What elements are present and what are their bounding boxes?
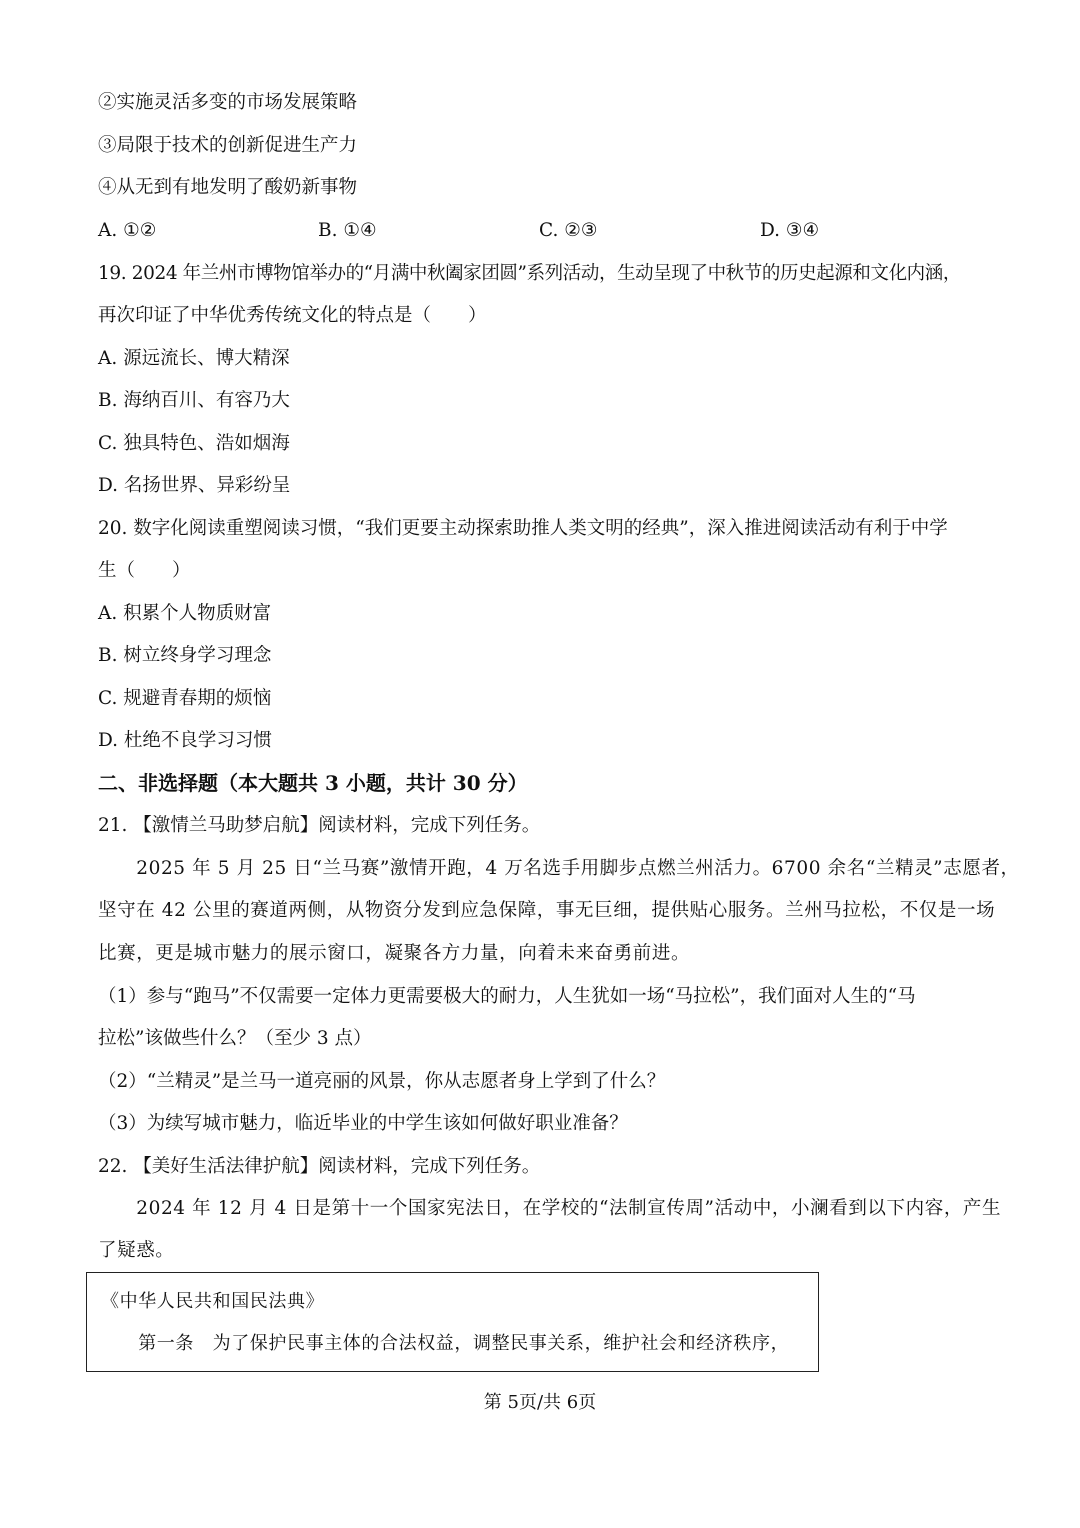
q18-option-d: D. ③④ bbox=[760, 220, 820, 241]
q22-title: 22. 【美好生活法律护航】阅读材料，完成下列任务。 bbox=[98, 1156, 541, 1177]
q20-option-c: C. 规避青春期的烦恼 bbox=[98, 688, 272, 709]
q19-option-d: D. 名扬世界、异彩纷呈 bbox=[98, 475, 291, 496]
q20-option-d: D. 杜绝不良学习习惯 bbox=[98, 730, 272, 751]
q18-option-b: B. ①④ bbox=[318, 220, 377, 241]
q22-material-line1: 2024 年 12 月 4 日是第十一个国家宪法日，在学校的“法制宣传周”活动中，小澜看到以下内容，产生 bbox=[98, 1198, 1002, 1219]
q20-option-a: A. 积累个人物质财富 bbox=[98, 603, 272, 624]
q20-option-b: B. 树立终身学习理念 bbox=[98, 645, 272, 666]
q21-task2: （2）“兰精灵”是兰马一道亮丽的风景，你从志愿者身上学到了什么？ bbox=[98, 1071, 666, 1092]
q21-material-line2: 坚守在 42 公里的赛道两侧，从物资分发到应急保障，事无巨细，提供贴心服务。兰州马拉松，不仅是一场 bbox=[98, 900, 996, 921]
q21-title: 21. 【激情兰马助梦启航】阅读材料，完成下列任务。 bbox=[98, 815, 541, 836]
q20-stem-line1: 20. 数字化阅读重塑阅读习惯，“我们更要主动探索助推人类文明的经典”，深入推进阅读活动有利于中学 bbox=[98, 518, 948, 539]
q22-material-line2: 了疑惑。 bbox=[98, 1240, 175, 1261]
q18-item-2: ②实施灵活多变的市场发展策略 bbox=[98, 92, 358, 113]
q18-option-a: A. ①② bbox=[98, 220, 157, 241]
civil-code-title: 《中华人民共和国民法典》 bbox=[101, 1291, 325, 1312]
q19-stem-line1: 19. 2024 年兰州市博物馆举办的“月满中秋阖家团圆”系列活动，生动呈现了中秋节的历史起源和文化内涵， bbox=[98, 263, 961, 284]
q18-item-4: ④从无到有地发明了酸奶新事物 bbox=[98, 177, 358, 198]
civil-code-article-1: 第一条 为了保护民事主体的合法权益，调整民事关系，维护社会和经济秩序， bbox=[101, 1333, 790, 1354]
q19-option-b: B. 海纳百川、有容乃大 bbox=[98, 390, 290, 411]
q19-option-a: A. 源远流长、博大精深 bbox=[98, 348, 290, 369]
civil-code-excerpt-box bbox=[86, 1272, 819, 1372]
q21-material-line3: 比赛，更是城市魅力的展示窗口，凝聚各方力量，向着未来奋勇前进。 bbox=[98, 943, 691, 964]
q18-item-3: ③局限于技术的创新促进生产力 bbox=[98, 135, 358, 156]
q21-task1-line2: 拉松”该做些什么？（至少 3 点） bbox=[98, 1028, 372, 1049]
page-number-footer: 第 5页/共 6页 bbox=[483, 1392, 597, 1413]
q19-option-c: C. 独具特色、浩如烟海 bbox=[98, 433, 290, 454]
q19-stem-line2: 再次印证了中华优秀传统文化的特点是（ ） bbox=[98, 305, 487, 326]
section2-heading: 二、非选择题（本大题共 3 小题，共计 30 分） bbox=[98, 771, 528, 795]
q20-stem-line2: 生（ ） bbox=[98, 560, 191, 581]
q18-option-c: C. ②③ bbox=[539, 220, 598, 241]
q21-material-line1: 2025 年 5 月 25 日“兰马赛”激情开跑，4 万名选手用脚步点燃兰州活力。6700 余名“兰精灵”志愿者， bbox=[98, 858, 1020, 879]
q21-task1-line1: （1）参与“跑马”不仅需要一定体力更需要极大的耐力，人生犹如一场“马拉松”，我们面对人生的“马 bbox=[98, 986, 916, 1007]
q21-task3: （3）为续写城市魅力，临近毕业的中学生该如何做好职业准备？ bbox=[98, 1113, 628, 1134]
